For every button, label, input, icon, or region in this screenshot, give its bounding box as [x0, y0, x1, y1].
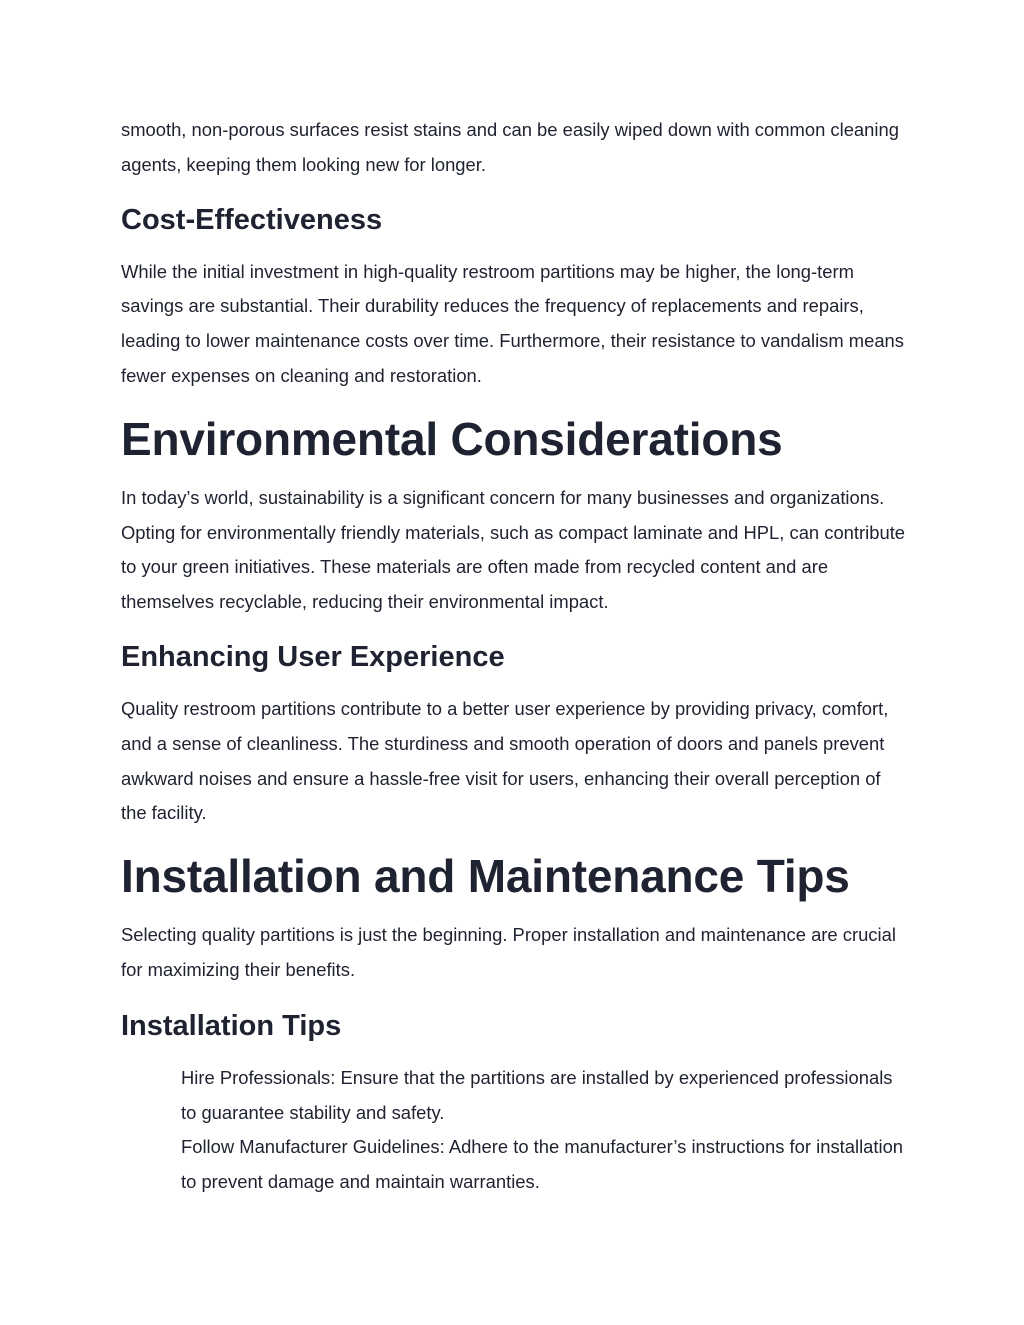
list-item: Follow Manufacturer Guidelines: Adhere to the manufacturer’s instructions for installation to prevent damage and maintain warranties.: [181, 1136, 904, 1193]
installation-tips-heading: Installation Tips: [121, 1009, 342, 1042]
environmental-considerations-heading: Environmental Considerations: [121, 412, 783, 465]
installation-maintenance-heading: Installation and Maintenance Tips: [121, 850, 850, 903]
cost-effectiveness-heading: Cost-Effectiveness: [121, 203, 383, 236]
user-experience-paragraph: Quality restroom partitions contribute to a better user experience by providing privacy, comfort, and a sense of cleanliness. The sturdiness and smooth operation of doors and panels prevent awkward noises and ensure a hassle-free visit for users, enhancing their overall perception of the facility.: [121, 697, 889, 824]
installation-maintenance-paragraph: Selecting quality partitions is just the beginning. Proper installation and maintenance are crucial for maximizing their benefits.: [121, 924, 896, 980]
document-page: [121, 113, 911, 1200]
list-item: Hire Professionals: Ensure that the partitions are installed by experienced professionals to guarantee stability and safety.: [181, 1066, 893, 1123]
environmental-considerations-paragraph: In today’s world, sustainability is a significant concern for many businesses and organizations. Opting for environmentally friendly materials, such as compact laminate and HPL, can contribute to your green initiatives. These materials are often made from recycled content and are themselves recyclable, reducing their environmental impact.: [121, 486, 906, 613]
cost-effectiveness-paragraph: While the initial investment in high-quality restroom partitions may be higher, the long-term savings are substantial. Their durability reduces the frequency of replacements and repairs, leading to lower maintenance costs over time. Furthermore, their resistance to vandalism means fewer expenses on cleaning and restoration.: [121, 260, 904, 386]
intro-paragraph: smooth, non-porous surfaces resist stains and can be easily wiped down with common cleaning agents, keeping them looking new for longer.: [121, 119, 899, 175]
user-experience-heading: Enhancing User Experience: [121, 640, 505, 673]
installation-tips-list: [121, 1061, 911, 1200]
